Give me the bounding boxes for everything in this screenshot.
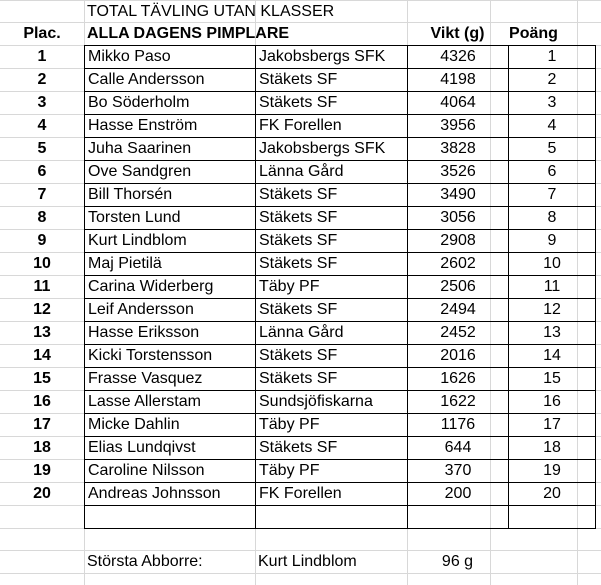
weight-cell: 2494: [408, 299, 509, 322]
empty-cell: [408, 506, 509, 529]
placement-cell: 15: [33, 370, 51, 387]
placement-cell: 9: [37, 232, 47, 249]
points-cell: 17: [509, 414, 596, 437]
points-cell: 1: [509, 46, 596, 69]
placement-cell: 12: [33, 301, 51, 318]
table-row: [85, 276, 596, 299]
table-row: [85, 299, 596, 322]
name-cell: Micke Dahlin: [85, 414, 256, 437]
weight-cell: 2506: [408, 276, 509, 299]
points-cell: 4: [509, 115, 596, 138]
name-cell: Ove Sandgren: [85, 161, 256, 184]
club-cell: Stäkets SF: [256, 299, 408, 322]
name-cell: Kicki Torstensson: [85, 345, 256, 368]
weight-cell: 2452: [408, 322, 509, 345]
largest-perch-name: Kurt Lindblom: [258, 553, 357, 570]
points-cell: 3: [509, 92, 596, 115]
placement-cell: 8: [37, 209, 47, 226]
name-cell: Kurt Lindblom: [85, 230, 256, 253]
table-row: [85, 161, 596, 184]
empty-row: [85, 506, 596, 529]
club-cell: Stäkets SF: [256, 437, 408, 460]
club-cell: Stäkets SF: [256, 230, 408, 253]
points-cell: 18: [509, 437, 596, 460]
placement-cell: 11: [33, 278, 51, 295]
table-row: [85, 414, 596, 437]
weight-cell: 200: [408, 483, 509, 506]
points-cell: 9: [509, 230, 596, 253]
table-row: [85, 184, 596, 207]
club-cell: Täby PF: [256, 276, 408, 299]
weight-cell: 3526: [408, 161, 509, 184]
weight-cell: 3956: [408, 115, 509, 138]
club-cell: FK Forellen: [256, 115, 408, 138]
table-row: [85, 345, 596, 368]
points-cell: 7: [509, 184, 596, 207]
name-cell: Calle Andersson: [85, 69, 256, 92]
empty-cell: [85, 506, 256, 529]
weight-cell: 4326: [408, 46, 509, 69]
name-cell: Hasse Eriksson: [85, 322, 256, 345]
name-cell: Carina Widerberg: [85, 276, 256, 299]
table-row: [85, 368, 596, 391]
table-row: [85, 322, 596, 345]
placement-cell: 10: [33, 255, 51, 272]
club-cell: Länna Gård: [256, 322, 408, 345]
header-points: Poäng: [509, 25, 558, 42]
weight-cell: 2602: [408, 253, 509, 276]
empty-cell: [509, 506, 596, 529]
empty-cell: [256, 506, 408, 529]
table-row: [85, 253, 596, 276]
points-cell: 5: [509, 138, 596, 161]
club-cell: Stäkets SF: [256, 345, 408, 368]
largest-perch-value: 96 g: [441, 553, 474, 570]
table-row: [85, 230, 596, 253]
points-cell: 10: [509, 253, 596, 276]
points-cell: 20: [509, 483, 596, 506]
sheet-subtitle: ALLA DAGENS PIMPLARE: [87, 25, 290, 42]
club-cell: Stäkets SF: [256, 207, 408, 230]
weight-cell: 370: [408, 460, 509, 483]
club-cell: Täby PF: [256, 414, 408, 437]
name-cell: Bill Thorsén: [85, 184, 256, 207]
table-row: [85, 207, 596, 230]
placement-cell: 1: [37, 48, 47, 65]
name-cell: Lasse Allerstam: [85, 391, 256, 414]
sheet-title: TOTAL TÄVLING UTAN KLASSER: [87, 3, 335, 20]
name-cell: Andreas Johnsson: [85, 483, 256, 506]
weight-cell: 4198: [408, 69, 509, 92]
table-row: [85, 69, 596, 92]
placement-cell: 5: [37, 140, 47, 157]
placement-cell: 18: [33, 439, 51, 456]
club-cell: Stäkets SF: [256, 92, 408, 115]
points-cell: 11: [509, 276, 596, 299]
results-body: [85, 46, 596, 529]
name-cell: Mikko Paso: [85, 46, 256, 69]
club-cell: Sundsjöfiskarna: [256, 391, 408, 414]
club-cell: Stäkets SF: [256, 184, 408, 207]
points-cell: 2: [509, 69, 596, 92]
points-cell: 15: [509, 368, 596, 391]
placement-cell: 4: [37, 117, 47, 134]
placement-cell: 14: [33, 347, 51, 364]
name-cell: Bo Söderholm: [85, 92, 256, 115]
header-weight: Vikt (g): [430, 25, 485, 42]
placement-cell: 19: [33, 462, 51, 479]
weight-cell: 2908: [408, 230, 509, 253]
weight-cell: 1176: [408, 414, 509, 437]
points-cell: 6: [509, 161, 596, 184]
points-cell: 13: [509, 322, 596, 345]
points-cell: 12: [509, 299, 596, 322]
points-cell: 8: [509, 207, 596, 230]
club-cell: Jakobsbergs SFK: [256, 138, 408, 161]
club-cell: Täby PF: [256, 460, 408, 483]
placement-cell: 3: [37, 94, 47, 111]
club-cell: Jakobsbergs SFK: [256, 46, 408, 69]
placement-cell: 17: [33, 416, 51, 433]
club-cell: Stäkets SF: [256, 253, 408, 276]
results-table: [84, 45, 596, 529]
header-placement: Plac.: [23, 25, 61, 42]
weight-cell: 1626: [408, 368, 509, 391]
points-cell: 16: [509, 391, 596, 414]
name-cell: Maj Pietilä: [85, 253, 256, 276]
weight-cell: 4064: [408, 92, 509, 115]
placement-cell: 16: [33, 393, 51, 410]
weight-cell: 1622: [408, 391, 509, 414]
placement-cell: 7: [37, 186, 47, 203]
name-cell: Caroline Nilsson: [85, 460, 256, 483]
weight-cell: 2016: [408, 345, 509, 368]
placement-cell: 13: [33, 324, 51, 341]
table-row: [85, 138, 596, 161]
points-cell: 14: [509, 345, 596, 368]
placement-cell: 20: [33, 485, 51, 502]
table-row: [85, 460, 596, 483]
largest-perch-label: Största Abborre:: [87, 553, 203, 570]
club-cell: Länna Gård: [256, 161, 408, 184]
table-row: [85, 437, 596, 460]
club-cell: Stäkets SF: [256, 69, 408, 92]
table-row: [85, 115, 596, 138]
weight-cell: 3056: [408, 207, 509, 230]
name-cell: Juha Saarinen: [85, 138, 256, 161]
club-cell: Stäkets SF: [256, 368, 408, 391]
points-cell: 19: [509, 460, 596, 483]
table-row: [85, 46, 596, 69]
weight-cell: 3828: [408, 138, 509, 161]
name-cell: Leif Andersson: [85, 299, 256, 322]
placement-cell: 6: [37, 163, 47, 180]
club-cell: FK Forellen: [256, 483, 408, 506]
table-row: [85, 92, 596, 115]
weight-cell: 644: [408, 437, 509, 460]
placement-cell: 2: [37, 71, 47, 88]
name-cell: Hasse Enström: [85, 115, 256, 138]
name-cell: Torsten Lund: [85, 207, 256, 230]
weight-cell: 3490: [408, 184, 509, 207]
name-cell: Elias Lundqivst: [85, 437, 256, 460]
table-row: [85, 483, 596, 506]
table-row: [85, 391, 596, 414]
name-cell: Frasse Vasquez: [85, 368, 256, 391]
